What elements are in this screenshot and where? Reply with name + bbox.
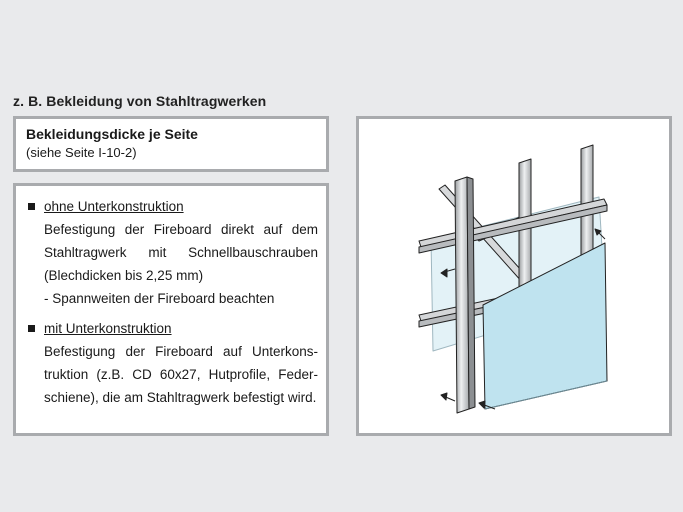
item-body: Befestigung der Fireboard direkt auf dem Stahltragwerk mit Schnellbauschrauben (Blechdicken bis 2,25 mm) — [44, 222, 318, 283]
item-title: ohne Unterkonstruktion — [44, 199, 184, 214]
item-note: - Spannweiten der Fireboard beachten — [44, 291, 275, 306]
list-item-with-substructure — [28, 317, 318, 409]
cladding-thickness-box — [13, 116, 329, 172]
fastening-options-box — [13, 183, 329, 436]
section-title: z. B. Bekleidung von Stahltragwerken — [13, 93, 267, 109]
column-front-left-side — [467, 177, 475, 409]
square-bullet-icon — [28, 325, 35, 332]
thickness-reference: (siehe Seite I-10-2) — [26, 145, 137, 160]
steel-structure-cladding-illustration — [359, 119, 669, 433]
steel-structure-illustration-box — [356, 116, 672, 436]
item-title: mit Unterkonstruktion — [44, 321, 172, 336]
list-item-without-substructure — [28, 195, 318, 310]
item-body: Befestigung der Fireboard auf Unterkonstruktion (z.B. CD 60x27, Hutprofile, Federschiene), die am Stahltragwerk befestigt wird. — [44, 344, 318, 405]
thickness-heading: Bekleidungsdicke je Seite — [26, 126, 198, 142]
square-bullet-icon — [28, 203, 35, 210]
